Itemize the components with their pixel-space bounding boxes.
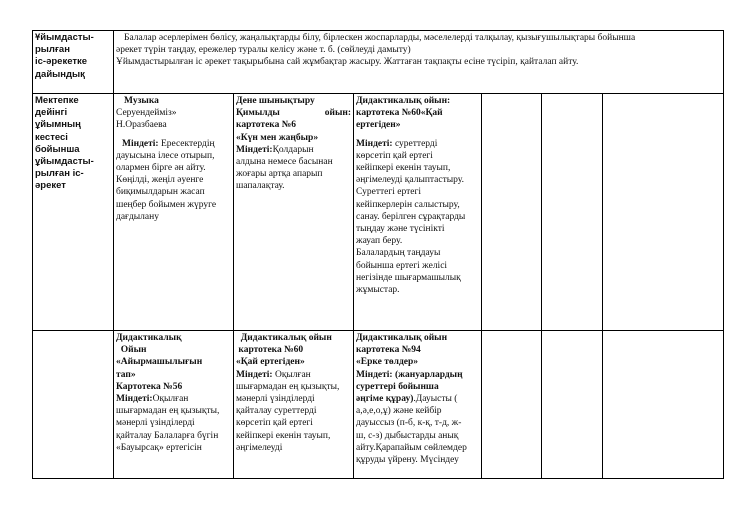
- row-label-organized-activity: Мектепке дейінгі ұйымның кестесі бойынша ұйымдасты- рылған іс- әрекет: [33, 94, 114, 331]
- didactic-title: Дидактикалық ойын:: [356, 96, 451, 106]
- didactic-fairytale-cell: Дидактикалық ойын картотека №60 «Қай ертегіден» Міндеті: Оқылған шығармадан ең қызықты, мәнерлі үзінділерді қайталау суреттерді көрсетіп қай ертегі кейіпкері екенін тауып, әңгімелеуді: [234, 331, 354, 479]
- didactic-task-label: Міндеті:: [356, 138, 393, 149]
- empty-cell: [482, 94, 542, 331]
- empty-cell: [482, 331, 542, 479]
- empty-cell: [603, 94, 724, 331]
- row-label-preparation: Ұйымдасты- рылған іс-әрекетке дайындық: [33, 31, 114, 94]
- didactic-pets-cell: Дидактикалық ойын картотека №94 «Ерке төлдер» Міндеті: (жануарлардың суреттері бойынша әңгіме құрау).Дауысты ( а,ә,е,о,ұ) және кейбір дауыссыз (п-б, к-қ, т-д, ж- ш, с-з) дыбыстарды анық айту.Қарапайым сөйлемдер құруды үйрену. Мүсіндеу: [354, 331, 482, 479]
- didactic-difference-cell: Дидактикалық Ойын «Айырмашылығын тап» Картотека №56 Міндеті:Оқылған шығармадан ең қызықты, мәнерлі үзінділерді қайталау Балаларға бүгін «Бауырсақ» ертегісін: [114, 331, 234, 479]
- physical-education-cell: Дене шынықтыру Қимылды ойын: картотека №6 «Күн мен жаңбыр» Міндеті:Қолдарын алдына немесе басынан жоғары артқа апарып шапалақтау.: [234, 94, 354, 331]
- music-task-label: Міндеті:: [122, 138, 159, 149]
- empty-cell: [542, 94, 603, 331]
- empty-cell: [542, 331, 603, 479]
- table-row-organized-activity: [33, 94, 724, 331]
- table-row-games: [33, 331, 724, 479]
- table-row-preparation: [33, 31, 724, 94]
- empty-cell: [603, 331, 724, 479]
- pe-title: Дене шынықтыру: [236, 96, 315, 106]
- preparation-text: Балалар әсерлерімен бөлісу, жаңалықтарды білу, бірлескен жоспарларды, мәселелерді талқылау, қызығушылықтары бойынша әрекет түрін таңдау, ережелер туралы келісу және т. б. (сөйлеуді дамыту) Ұйымдастырылған іс әрекет тақырыбына сай жұмбақтар жасыру. Жаттаған тақпақты есіне түсіріп, қайталап айту.: [114, 31, 724, 94]
- music-cell: Музыка Серуендейміз» Н.Оразбаева Міндеті: Ересектердің дауысына ілесе отырып, олармен бірге ән айту. Көңілді, жеңіл әуенге биқимылдарын жасап шеңбер бойымен жүруге дағдылану: [114, 94, 234, 331]
- music-title: Музыка: [124, 96, 159, 106]
- empty-label-cell: [33, 331, 114, 479]
- didactic-game-cell: Дидактикалық ойын: картотека №60«Қай ертегіден» Міндеті: суреттерді көрсетіп қай ертегі кейіпкері екенін тауып, әңгімелеуді қалыптастыру. Суреттегі ертегі кейіпкерлерін салыстыру, санау. берілген сұрақтарды тыңдау және түсінікті жауап беру. Балалардың таңдауы бойынша ертегі желісі негізінде шығармашылық жұмыстар.: [354, 94, 482, 331]
- schedule-table: [32, 30, 724, 479]
- pe-task-label: Міндеті:: [236, 144, 273, 155]
